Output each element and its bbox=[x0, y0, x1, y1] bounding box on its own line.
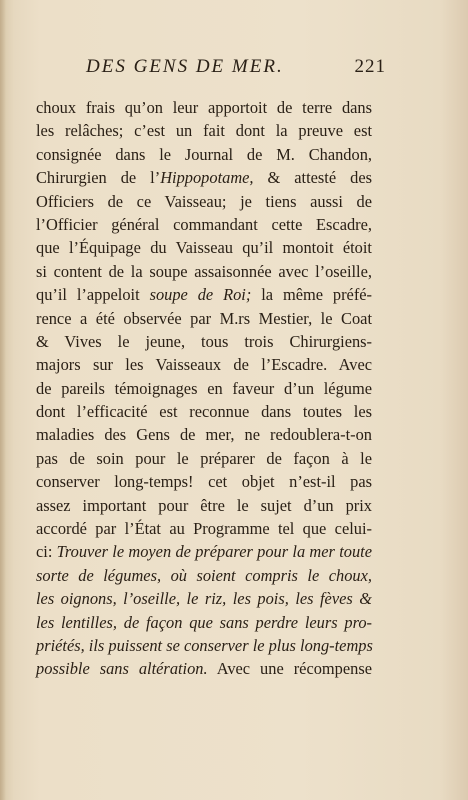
text-line: les lentilles, de façon que sans perdre leurs pro- bbox=[36, 612, 372, 632]
text-roman: qu’il l’appeloit bbox=[36, 285, 150, 305]
text-italic: soupe de Roi; bbox=[149, 285, 252, 305]
text-line: dont l’efficacité est reconnue dans toutes les bbox=[36, 402, 372, 422]
body-text bbox=[36, 96, 372, 681]
text-roman: la même préfé- bbox=[251, 285, 373, 305]
text-roman: & attesté des bbox=[253, 168, 372, 188]
text-line: consignée dans le Journal de M. Chandon, bbox=[36, 144, 372, 164]
text-line: Officiers de ce Vaisseau; je tiens aussi de bbox=[36, 191, 372, 211]
text-line bbox=[36, 283, 372, 306]
text-line: rence a été observée par M.rs Mestier, le Coat bbox=[36, 308, 372, 328]
text-line: pas de soin pour le préparer de façon à le bbox=[36, 448, 372, 468]
text-line: & Vives le jeune, tous trois Chirurgiens- bbox=[36, 331, 372, 351]
text-line: assez important pour être le sujet d’un prix bbox=[36, 495, 372, 515]
page-gutter-shadow bbox=[0, 0, 6, 800]
text-line: les relâches; c’est un fait dont la preuve est bbox=[36, 121, 372, 141]
text-roman: Chirurgien de l’ bbox=[36, 168, 161, 188]
running-title: DES GENS DE MER. bbox=[86, 56, 284, 77]
text-line: de pareils témoignages en faveur d’un légume bbox=[36, 378, 372, 398]
text-italic: Hippopotame, bbox=[160, 168, 254, 188]
text-line bbox=[36, 657, 372, 680]
text-line: si content de la soupe assaisonnée avec l’oseille, bbox=[36, 261, 372, 281]
text-line: que l’Équipage du Vaisseau qu’il montoit étoit bbox=[36, 238, 372, 258]
text-line: conserver long-temps! cet objet n’est-il pas bbox=[36, 472, 372, 492]
text-line: priétés, ils puissent se conserver le plus long-temps bbox=[36, 635, 373, 655]
text-line: choux frais qu’on leur apportoit de terre dans bbox=[36, 98, 372, 117]
text-line bbox=[36, 166, 372, 189]
text-line: maladies des Gens de mer, ne redoublera-t-on bbox=[36, 425, 372, 445]
text-line: l’Officier général commandant cette Escadre, bbox=[36, 214, 372, 234]
text-line: majors sur les Vaisseaux de l’Escadre. Avec bbox=[36, 355, 372, 375]
running-header bbox=[86, 56, 386, 80]
text-line bbox=[36, 540, 372, 563]
text-line: accordé par l’État au Programme tel que celui- bbox=[36, 519, 372, 539]
text-roman: ci: bbox=[36, 542, 57, 562]
text-italic: possible sans altération. bbox=[36, 659, 208, 679]
text-line: sorte de légumes, où soient compris le choux, bbox=[36, 565, 372, 585]
text-italic: Trouver le moyen de préparer pour la mer toute bbox=[56, 542, 372, 562]
page-number: 221 bbox=[354, 56, 386, 77]
text-line: les oignons, l’oseille, le riz, les pois, les fèves & bbox=[36, 589, 372, 609]
text-roman: Avec une récompense bbox=[207, 659, 372, 679]
